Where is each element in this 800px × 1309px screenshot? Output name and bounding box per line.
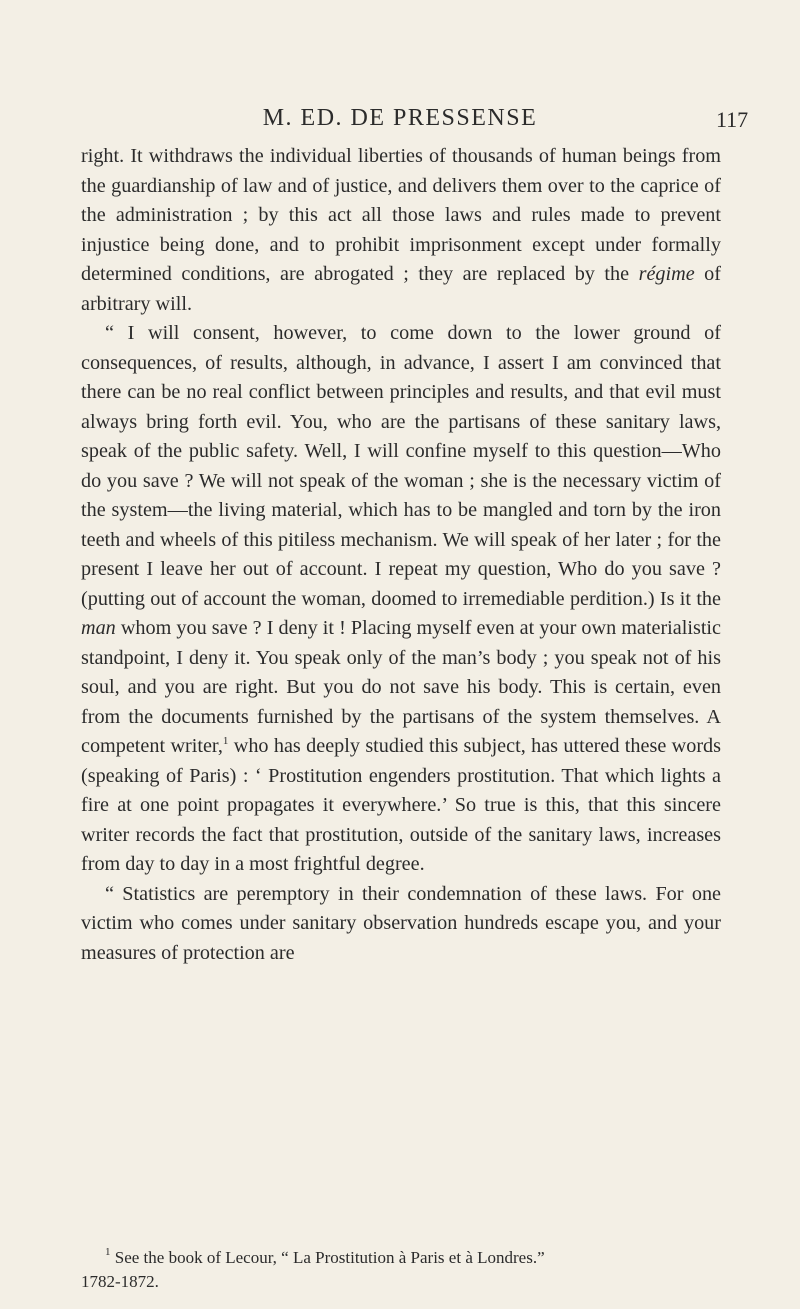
- paragraph-2-text-a: “ I will consent, however, to come down to the lower ground of consequences, of results, although, in advance, I assert I am convinced that there can be no real conflict between principles and results, and that evil must always bring forth evil. You, who are the partisans of these sanitary laws, speak of the public safety. Well, I will confine myself to this question—Who do you save ? We will not speak of the woman ; she is the necessary victim of the system—the living material, which has to be mangled and torn by the iron teeth and wheels of this pitiless mechanism. We will speak of her later ; for the present I leave her out of account. I repeat my question, Who do you save ? (putting out of account the woman, doomed to irremediable perdition.) Is it the: [81, 322, 721, 610]
- paragraph-2-text-c: who has deeply studied this subject, has uttered these words (speaking of Paris) : ‘ Prostitution engenders prostitution. That which lights a fire at one point propagates it everywhere.’ So true is this, that this sincere writer records the fact that prostitution, outside of the sanitary laws, increases from day to day in a most frightful degree.: [81, 735, 721, 875]
- footnote-line-1: [81, 1246, 721, 1270]
- page-number: 117: [716, 107, 749, 132]
- paragraph-3-text: “ Statistics are peremptory in their condemnation of these laws. For one victim who comes under sanitary observation hundreds escape you, and your measures of protection are: [81, 882, 721, 964]
- paragraph-1: [81, 142, 721, 319]
- paragraph-2-italic: man: [81, 617, 116, 639]
- footnote-reference: 1: [222, 735, 229, 747]
- footnote-line-2: 1782-1872.: [81, 1272, 159, 1291]
- running-head: [0, 100, 800, 136]
- paragraph-2: [81, 319, 721, 880]
- body-text: [81, 142, 721, 968]
- paragraph-2-text-b: whom you save ? I deny it ! Placing myself even at your own materialistic standpoint, I deny it. You speak only of the man’s body ; you speak not of his soul, and you are right. But you do not save his body. This is certain, even from the documents furnished by the partisans of the system themselves. A competent writer,: [81, 617, 721, 757]
- paragraph-3: [81, 880, 721, 969]
- footnote-marker: 1: [105, 1246, 111, 1258]
- paragraph-1-text-b: of arbitrary will.: [81, 263, 721, 315]
- paragraph-1-italic: régime: [638, 263, 695, 285]
- footnote-text: See the book of Lecour, “ La Prostitution à Paris et à Londres.”: [110, 1248, 545, 1267]
- footnotes: [81, 1246, 721, 1294]
- paragraph-1-text-a: right. It withdraws the individual liberties of thousands of human beings from the guardianship of law and of justice, and delivers them over to the caprice of the administration ; by this act all those laws and rules made to prevent injustice being done, and to prohibit imprisonment except under formally determined conditions, are abrogated ; they are replaced by the: [81, 145, 721, 285]
- running-title: M. ED. DE PRESSENSE: [262, 105, 538, 131]
